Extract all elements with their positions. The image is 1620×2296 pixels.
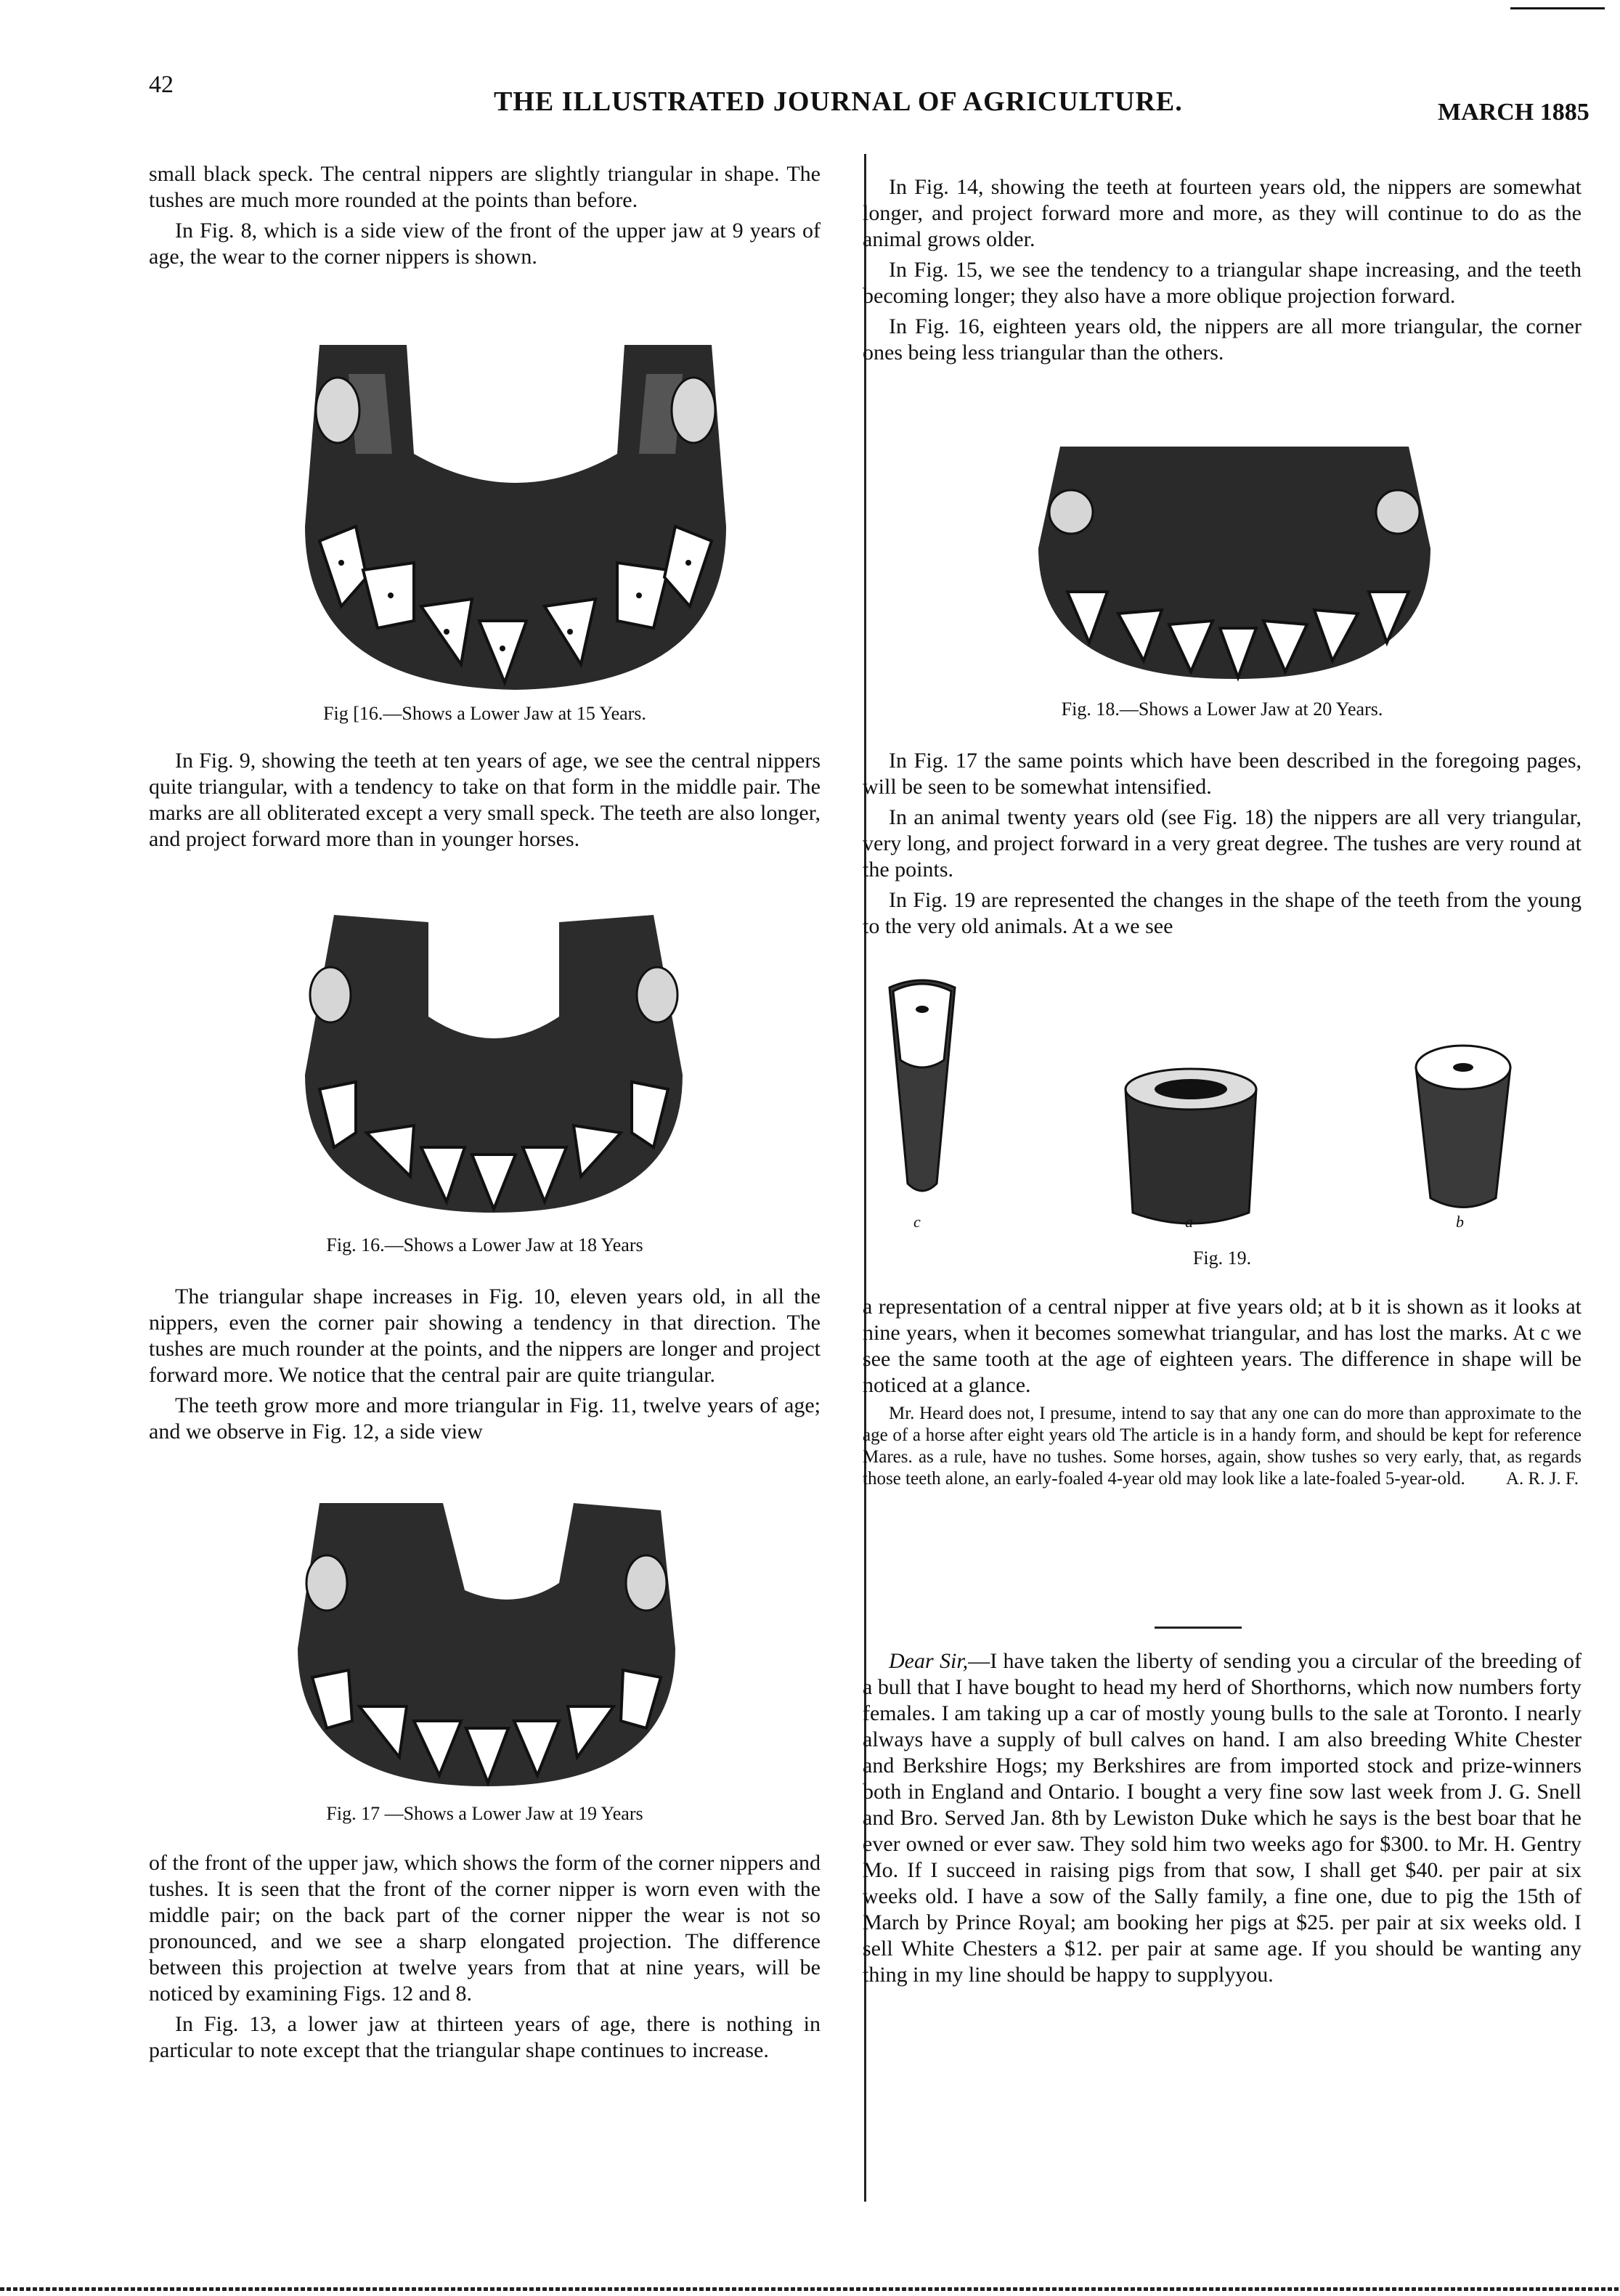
section-rule (1155, 1627, 1242, 1629)
journal-title: THE ILLUSTRATED JOURNAL OF AGRICULTURE. (494, 86, 1183, 117)
paragraph: In Fig. 8, which is a side view of the front of the upper jaw at 9 years of age, the wear to the corner nippers is shown. (149, 219, 821, 269)
right-text-block (863, 748, 1582, 944)
fig-19-tooth-shapes (871, 973, 1568, 1242)
left-text-block (149, 1284, 821, 1449)
paragraph: small black speck. The central nippers are slightly triangular in shape. The tushes are much more rounded at the points than before. (149, 162, 821, 212)
paragraph: In Fig. 9, showing the teeth at ten years of age, we see the central nippers quite triangular, with a tendency to take on that form in the middle pair. The marks are all obliterated except a very small speck. The teeth are also longer, and project forward more than in younger horses. (149, 749, 821, 851)
editor-note (863, 1403, 1582, 1490)
paragraph: In Fig. 15, we see the tendency to a triangular shape increasing, and the teeth becoming longer; they also have a more oblique projection forward. (863, 258, 1582, 308)
jaw-illustration-19-years (298, 1503, 675, 1794)
letter-salutation: Dear Sir, (889, 1649, 969, 1673)
paragraph: In Fig. 14, showing the teeth at fourteen years old, the nippers are somewhat longer, and project forward more and more, as they will continue to do as the animal grows older. (863, 175, 1582, 251)
paragraph: The triangular shape increases in Fig. 10, eleven years old, in all the nippers, even the corner pair showing a tendency in that direction. The tushes are much rounder at the points, and the nippers are longer and project forward more. We notice that the central pair are quite triangular. (149, 1285, 821, 1387)
figure-caption: Fig [16.—Shows a Lower Jaw at 15 Years. (323, 703, 646, 724)
paragraph: In Fig. 13, a lower jaw at thirteen years of age, there is nothing in particular to note except that the triangular shape continues to increase. (149, 2012, 821, 2062)
letter-paragraph (863, 1648, 1582, 1988)
jaw-illustration-18-years (305, 915, 683, 1220)
jaw-illustration-20-years (1038, 447, 1430, 686)
figure-caption: Fig. 16.—Shows a Lower Jaw at 18 Years (326, 1234, 643, 1255)
paragraph: In an animal twenty years old (see Fig. 18) the nippers are all very triangular, very long, and project forward in a very great degree. The tushes are very round at the points. (863, 805, 1582, 882)
left-text-block (149, 748, 821, 857)
left-intro-text (149, 161, 821, 274)
page-number: 42 (149, 71, 174, 98)
letter-block (863, 1648, 1582, 1992)
paragraph: In Fig. 16, eighteen years old, the nippers are all more triangular, the corner ones being less triangular than the others. (863, 314, 1582, 365)
paragraph: The teeth grow more and more triangular in Fig. 11, twelve years of age; and we observe in Fig. 12, a side view (149, 1393, 821, 1444)
tooth-label-a: a (1185, 1213, 1193, 1231)
editor-note-text: Mr. Heard does not, I presume, intend to say that any one can do more than approximate to the age of a horse after eight years old The article is in a handy form, and should be kept for reference Mares. as a rule, have no tushes. Some horses, again, show tushes so very early, that, as regards those teeth alone, an early-foaled 4-year old may look like a late-foaled 5-year-old. (863, 1404, 1582, 1489)
right-intro-text (863, 174, 1582, 370)
paragraph: a representation of a central nipper at five years old; at b it is shown as it looks at nine years, when it becomes somewhat triangular, and has lost the marks. At c we see the same tooth at the age of eighteen years. The difference in shape will be noticed at a glance. (863, 1295, 1582, 1397)
left-text-block (149, 1850, 821, 2068)
tooth-label-c: c (913, 1213, 921, 1231)
paragraph: In Fig. 17 the same points which have been described in the foregoing pages, will be seen to be somewhat intensified. (863, 749, 1582, 799)
right-text-block (863, 1294, 1582, 1490)
paragraph: of the front of the upper jaw, which shows the form of the corner nippers and tushes. It is seen that the front of the corner nipper is worn even with the middle pair; on the back part of the corner nipper the wear is not so pronounced, and we see a sharp elongated projection. The difference between this projection at twelve years from that at nine years, will be noticed by examining Figs. 12 and 8. (149, 1851, 821, 2006)
figure-caption: Fig. 18.—Shows a Lower Jaw at 20 Years. (1061, 699, 1383, 720)
issue-date: MARCH 1885 (1438, 99, 1590, 126)
figure-caption: Fig. 19. (1192, 1247, 1252, 1269)
jaw-illustration-15-years (305, 345, 726, 701)
bottom-rule (0, 2287, 1620, 2291)
letter-body: —I have taken the liberty of sending you a circular of the breeding of a bull that I have bought to head my herd of Shorthorns, which now numbers forty females. I am taking up a car of mostly young bulls to the sale at Toronto. I nearly always have a supply of bull calves on hand. I am also breeding White Chester and Berkshire Hogs; my Berkshires are from imported stock and prize-winners both in England and Ontario. I bought a very fine sow last week from J. G. Snell and Bro. Served Jan. 8th by Lewiston Duke which he says is the best boar that he ever owned or ever saw. They sold him two weeks ago for $300. to Mr. H. Gentry Mo. If I succeed in raising pigs from that sow, I shall get $40. per pair at six weeks old. I have a sow of the Sally family, a fine one, due to pig the 15th of March by Prince Royal; am booking her pigs at $25. per pair at six weeks old. I sell White Chesters a $12. per pair at same age. If you should be wanting any thing in my line should be happy to supplyyou. (863, 1649, 1582, 1987)
tooth-label-b: b (1456, 1213, 1464, 1231)
paragraph: In Fig. 19 are represented the changes in the shape of the teeth from the young to the very old animals. At a we see (863, 888, 1582, 938)
editor-signature: A. R. J. F. (1505, 1469, 1579, 1489)
figure-caption: Fig. 17 —Shows a Lower Jaw at 19 Years (326, 1803, 643, 1824)
top-rule (1510, 7, 1605, 9)
